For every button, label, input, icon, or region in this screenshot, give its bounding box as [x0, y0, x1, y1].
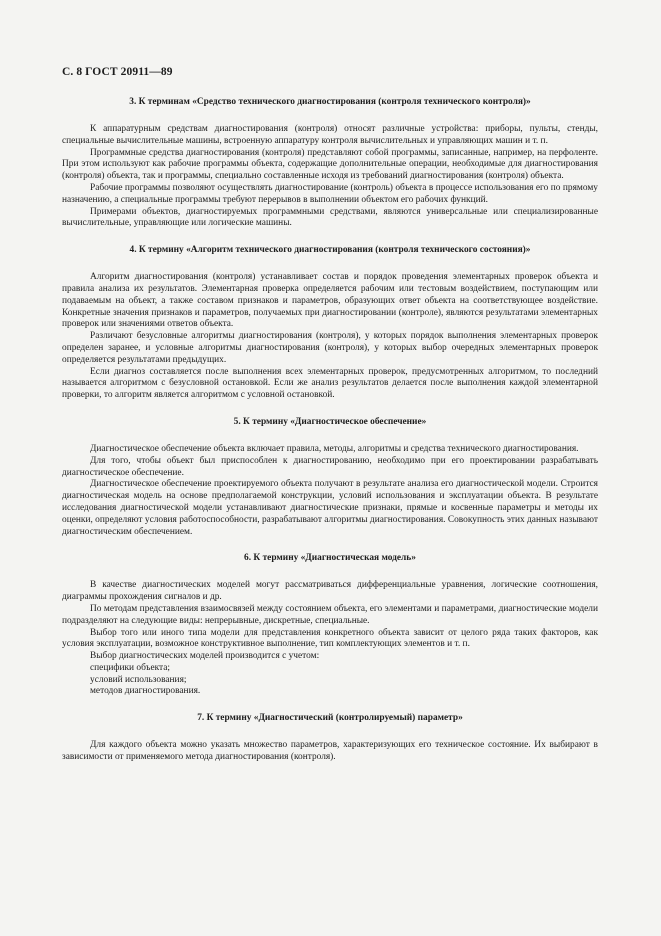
paragraph: Если диагноз составляется после выполнения всех элементарных проверок, предусмотренных алгоритмом, то последний называется алгоритмом с безусловной остановкой. Если же анализ результатов делается после выполнения каждой элементарной проверки, то алгоритм является алгоритмом с условной остановкой. — [62, 366, 598, 401]
section-3-title: 3. К терминам «Средство технического диагностирования (контроля технического контроля)» — [129, 97, 531, 107]
paragraph: По методам представления взаимосвязей между состоянием объекта, его элементами и параметрами, диагностические модели подразделяют на следующие виды: непрерывные, дискретные, специальные. — [62, 603, 598, 626]
paragraph: Выбор того или иного типа модели для представления конкретного объекта зависит от целого ряда таких факторов, как условия эксплуатации, возможное конструктивное выполнение, тип комплектующих элементов и т. п. — [62, 627, 598, 650]
paragraph: К аппаратурным средствам диагностирования (контроля) относят различные устройства: приборы, пульты, стенды, специальные вычислительные машины, встроенную аппаратуру контроля вычислительных и управляющих машин и т. п. — [62, 124, 598, 146]
paragraph: Выбор диагностических моделей производится с учетом: — [90, 651, 320, 662]
paragraph: В качестве диагностических моделей могут рассматриваться дифференциальные уравнения, логические соотношения, диаграммы прохождения сигналов и др. — [62, 580, 598, 603]
page-header: С. 8 ГОСТ 20911—89 — [62, 66, 173, 78]
document-body — [62, 96, 598, 764]
paragraph: Примерами объектов, диагностируемых программными средствами, являются универсальные или специализированные вычислительные, управляющие или логические машины. — [62, 206, 598, 229]
paragraph: Для того, чтобы объект был приспособлен к диагностированию, необходимо при его проектировании разрабатывать диагностическое обеспечение. — [62, 455, 598, 478]
section-5-title: 5. К термину «Диагностическое обеспечение» — [233, 416, 427, 427]
paragraph: Программные средства диагностирования (контроля) представляют собой программы, записанные, например, на перфоленте. При этом используют как рабочие программы объекта, содержащие дополнительные операции, необходимые для диагностирования (контроля) объекта, так и программы, специально составленные исходя из требований диагностирования (контроля) объекта. — [62, 147, 598, 182]
list-item: специфики объекта; — [90, 662, 171, 673]
paragraph: Рабочие программы позволяют осуществлять диагностирование (контроль) объекта в процессе использования его по прямому назначению, а специальные программы требуют перерывов в выполнении объектом его рабочих функций. — [62, 182, 598, 205]
paragraph: Диагностическое обеспечение объекта включает правила, методы, алгоритмы и средства технического диагностирования. — [90, 443, 579, 454]
list-item: методов диагностирования. — [90, 686, 201, 697]
list-item: условий использования; — [90, 674, 187, 685]
paragraph: Алгоритм диагностирования (контроля) устанавливает состав и порядок проведения элементарных проверок объекта и правила анализа их результатов. Элементарная проверка определяется рабочим или тестовым воздействием, поступающим или подаваемым на объект, а также составом признаков и параметров, образующих ответ объекта на соответствующее воздействие. Конкретные значения признаков и параметров, получаемых при диагностировании (контроле), являются результатами элементарных проверок или значениями ответов объекта. — [62, 272, 598, 330]
paragraph: Различают безусловные алгоритмы диагностирования (контроля), у которых порядок выполнения элементарных проверок определен заранее, и условные алгоритмы диагностирования (контроля), у которых выбор очередных элементарных проверок определяется результатами предыдущих. — [62, 331, 598, 365]
section-4-title: 4. К термину «Алгоритм технического диагностирования (контроля технического состояния)» — [129, 245, 531, 256]
section-7-title: 7. К термину «Диагностический (контролируемый) параметр» — [197, 713, 463, 724]
section-6-title: 6. К термину «Диагностическая модель» — [244, 553, 416, 564]
paragraph: Диагностическое обеспечение проектируемого объекта получают в результате анализа его диагностической модели. Строится диагностическая модель на основе предполагаемой конструкции, условий использования и эксплуатации объекта. В результате исследования диагностической модели устанавливают диагностические признаки, прямые и косвенные параметры и методы их оценки, определяют условия работоспособности, разрабатывают алгоритмы диагностирования. Совокупность этих данных называют диагностическим обеспечением. — [62, 479, 598, 537]
paragraph: Для каждого объекта можно указать множество параметров, характеризующих его техническое состояние. Их выбирают в зависимости от применяемого метода диагностирования (контроля). — [62, 740, 598, 763]
